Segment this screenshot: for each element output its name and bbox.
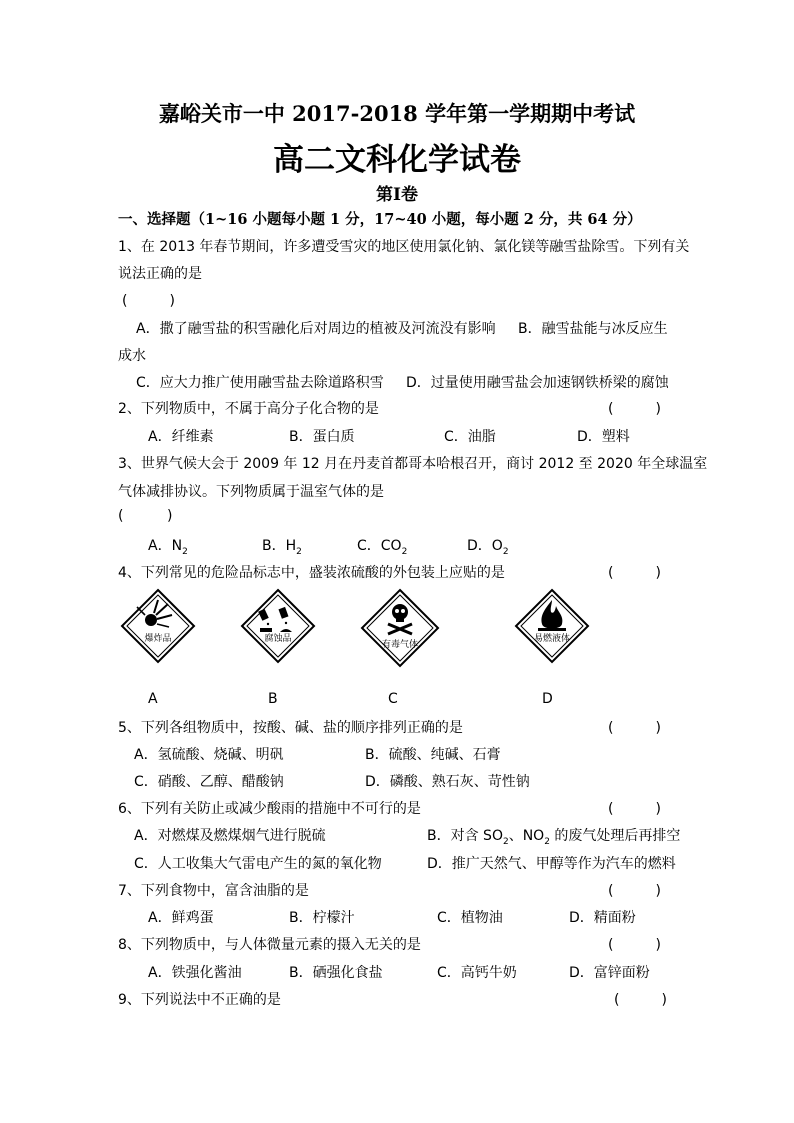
sign-d-letter: D	[542, 691, 553, 707]
sign-c-label: 有毒气体	[381, 640, 419, 650]
sign-b-letter: B	[268, 691, 278, 707]
q6-option-a[interactable]: A．对燃煤及燃煤烟气进行脱硫	[134, 828, 326, 844]
q8-option-d[interactable]: D．富锌面粉	[569, 965, 650, 981]
sign-a-label: 爆炸品	[144, 634, 172, 644]
q1-option-a[interactable]: A．撒了融雪盐的积雪融化后对周边的植被及河流没有影响	[136, 321, 496, 337]
q5-option-d[interactable]: D．磷酸、熟石灰、苛性钠	[365, 774, 530, 790]
q8-option-a[interactable]: A．铁强化酱油	[148, 965, 242, 981]
q1-stem-line2: 说法正确的是	[118, 266, 202, 282]
q2-option-c[interactable]: C．油脂	[444, 429, 496, 445]
q2-stem: 2、下列物质中，不属于高分子化合物的是	[118, 401, 379, 417]
q7-option-a[interactable]: A．鲜鸡蛋	[148, 910, 214, 926]
q3-option-c[interactable]: C．$CO_2$	[357, 538, 408, 557]
q3-option-b[interactable]: B．$H_2$	[262, 538, 302, 557]
q3-option-a[interactable]: A．$N_2$	[148, 538, 188, 557]
q1-option-d[interactable]: D．过量使用融雪盐会加速钢铁桥梁的腐蚀	[406, 375, 669, 391]
q3-stem-line2: 气体减排协议。下列物质属于温室气体的是	[118, 484, 384, 500]
hazard-sign-corrosive[interactable]	[240, 588, 316, 664]
q7-option-b[interactable]: B．柠檬汁	[289, 910, 355, 926]
q6-stem: 6、下列有关防止或减少酸雨的措施中不可行的是	[118, 801, 421, 817]
q1-stem-line1: 1、在 2013 年春节期间，许多遭受雪灾的地区使用氯化钠、氯化镁等融雪盐除雪。下列有关	[118, 239, 690, 255]
section-heading: 一、选择题（1~16 小题每小题 1 分，17~40 小题，每小题 2 分，共 64 分）	[118, 211, 642, 228]
q4-stem: 4、下列常见的危险品标志中，盛装浓硫酸的外包装上应贴的是	[118, 565, 505, 581]
q8-stem: 8、下列物质中，与人体微量元素的摄入无关的是	[118, 937, 421, 953]
sign-a-letter: A	[148, 691, 158, 707]
q6-answer-blank[interactable]: ( )	[608, 801, 661, 817]
q5-stem: 5、下列各组物质中，按酸、碱、盐的顺序排列正确的是	[118, 720, 463, 736]
q8-option-c[interactable]: C．高钙牛奶	[437, 965, 517, 981]
q5-option-b[interactable]: B．硫酸、纯碱、石膏	[365, 747, 501, 763]
sign-c-letter: C	[388, 691, 398, 707]
q7-option-c[interactable]: C．植物油	[437, 910, 503, 926]
q8-answer-blank[interactable]: ( )	[608, 937, 661, 953]
hazard-sign-flammable[interactable]	[514, 588, 590, 664]
q4-answer-blank[interactable]: ( )	[608, 565, 661, 581]
q7-option-d[interactable]: D．精面粉	[569, 910, 636, 926]
part-heading: 第Ⅰ卷	[376, 185, 418, 205]
q6-option-b[interactable]: B．对含 $SO_2$、$NO_2$ 的废气处理后再排空	[427, 828, 681, 847]
q3-option-d[interactable]: D．$O_2$	[467, 538, 509, 557]
q8-option-b[interactable]: B．硒强化食盐	[289, 965, 383, 981]
q7-answer-blank[interactable]: ( )	[608, 883, 661, 899]
q3-stem-line1: 3、世界气候大会于 2009 年 12 月在丹麦首都哥本哈根召开，商讨 2012 至 2020 年全球温室	[118, 456, 708, 472]
school-exam-line: 嘉峪关市一中 2017-2018 学年第一学期期中考试	[158, 101, 636, 126]
q3-answer-blank-close[interactable]: )	[167, 508, 173, 524]
q2-answer-blank[interactable]: ( )	[608, 401, 661, 417]
q3-answer-blank-open[interactable]: (	[118, 508, 124, 524]
page-title: 高二文科化学试卷	[273, 142, 521, 178]
hazard-sign-explosive[interactable]	[120, 588, 196, 664]
q2-option-d[interactable]: D．塑料	[577, 429, 630, 445]
q5-option-c[interactable]: C．硝酸、乙醇、醋酸钠	[134, 774, 284, 790]
q7-stem: 7、下列食物中，富含油脂的是	[118, 883, 309, 899]
q6-option-d[interactable]: D．推广天然气、甲醇等作为汽车的燃料	[427, 856, 676, 872]
q9-answer-blank[interactable]: ( )	[614, 992, 667, 1008]
q1-answer-blank[interactable]: ( )	[122, 293, 175, 309]
q5-option-a[interactable]: A．氢硫酸、烧碱、明矾	[134, 747, 284, 763]
q2-option-b[interactable]: B．蛋白质	[289, 429, 355, 445]
q9-stem: 9、下列说法中不正确的是	[118, 992, 281, 1008]
sign-d-label: 易燃液体	[533, 634, 571, 644]
q5-answer-blank[interactable]: ( )	[608, 720, 661, 736]
sign-b-label: 腐蚀品	[264, 634, 292, 644]
q1-option-b[interactable]: B．融雪盐能与冰反应生	[518, 321, 668, 337]
q2-option-a[interactable]: A．纤维素	[148, 429, 214, 445]
q1-option-b-cont: 成水	[118, 348, 146, 364]
q1-option-c[interactable]: C．应大力推广使用融雪盐去除道路积雪	[136, 375, 384, 391]
q6-option-c[interactable]: C．人工收集大气雷电产生的氮的氧化物	[134, 856, 382, 872]
hazard-sign-toxic-gas[interactable]	[360, 588, 440, 668]
